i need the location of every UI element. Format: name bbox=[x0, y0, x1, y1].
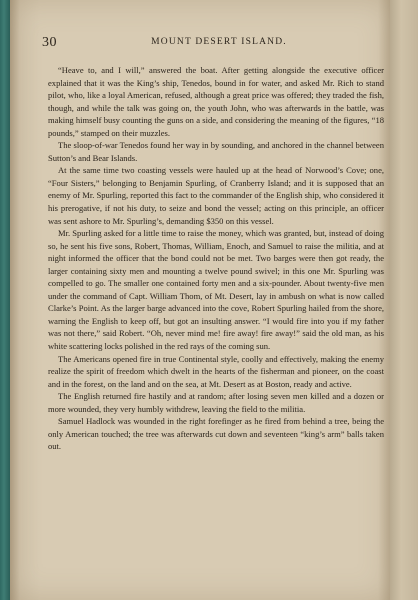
book-spine-edge bbox=[0, 0, 10, 600]
paragraph: The Americans opened fire in true Continental style, coolly and effectively, making the enemy realize the spirit of freedom which dwelt in the hearts of the fisherman and pioneer, on the coast and in the forest, on the land and on the sea, at Mt. Desert as at Boston, ready and active. bbox=[48, 353, 384, 389]
paragraph: Mr. Spurling asked for a little time to raise the money, which was granted, but, instead of doing so, he sent his five sons, Robert, Thomas, William, Enoch, and Samuel to raise the militia, and at night informed the officer that the bond could not be met. Two barges were then got ready, the larger containing sixty men and mounting a twelve pound swivel; in this one Mr. Spurling was compelled to go. The smaller one contained forty men and a six-pounder. About twenty-five men under the command of Capt. William Thom, of Mt. Desert, lay in ambush on what is now called Clarke’s Point. As the larger barge advanced into the cove, Robert Spurling hailed from the shore, warning the English to keep off, but got an insulting answer. “I would fire into you if my father was not there,” said Robert. “Oh, never mind me! fire away! fire away!” said the old man, as his white scattering locks polished in the red rays of the coming sun. bbox=[48, 228, 384, 352]
running-header: MOUNT DESERT ISLAND. bbox=[151, 37, 287, 47]
paragraph: The sloop-of-war Tenedos found her way in by sounding, and anchored in the channel between Sutton’s and Bear Islands. bbox=[48, 140, 384, 163]
page-header bbox=[42, 37, 378, 51]
page-number: 30 bbox=[42, 35, 57, 50]
book-page bbox=[10, 0, 390, 600]
paragraph: “Heave to, and I will,” answered the boat. After getting alongside the executive officer explained that it was the King’s ship, Tenedos, bound in for water, and asked Mr. Rich to stand pilot, who, like a loyal American, refused, although a great price was offered; they traded the fish, though, and while the talk was going on, the youth John, who was afterwards in the battle, was making himself busy counting the guns on a side, and considering the meaning of the figures, “18 pounds,” stamped on their muzzles. bbox=[48, 65, 384, 138]
paragraph: Samuel Hadlock was wounded in the right forefinger as he fired from behind a tree, being the only American touched; the tree was afterwards cut down and seventeen “king’s arm” balls taken out. bbox=[48, 416, 384, 452]
adjacent-page-edge bbox=[390, 0, 418, 600]
paragraph: The English returned fire hastily and at random; after losing seven men killed and a dozen or more wounded, they very humbly withdrew, leaving the field to the militia. bbox=[48, 391, 384, 414]
paragraph: At the same time two coasting vessels were hauled up at the head of Norwood’s Cove; one, “Four Sisters,” belonging to Benjamin Spurling, of Cranberry Island; and it is supposed that an enemy of Mr. Spurling, reported this fact to the commander of the English ship, who considered it his prerogative, if not his duty, to seize and bond the vessel; acting on this principle, an officer was sent ashore to Mr. Spurling’s, demanding $350 on this vessel. bbox=[48, 165, 384, 226]
page-body bbox=[48, 64, 384, 453]
